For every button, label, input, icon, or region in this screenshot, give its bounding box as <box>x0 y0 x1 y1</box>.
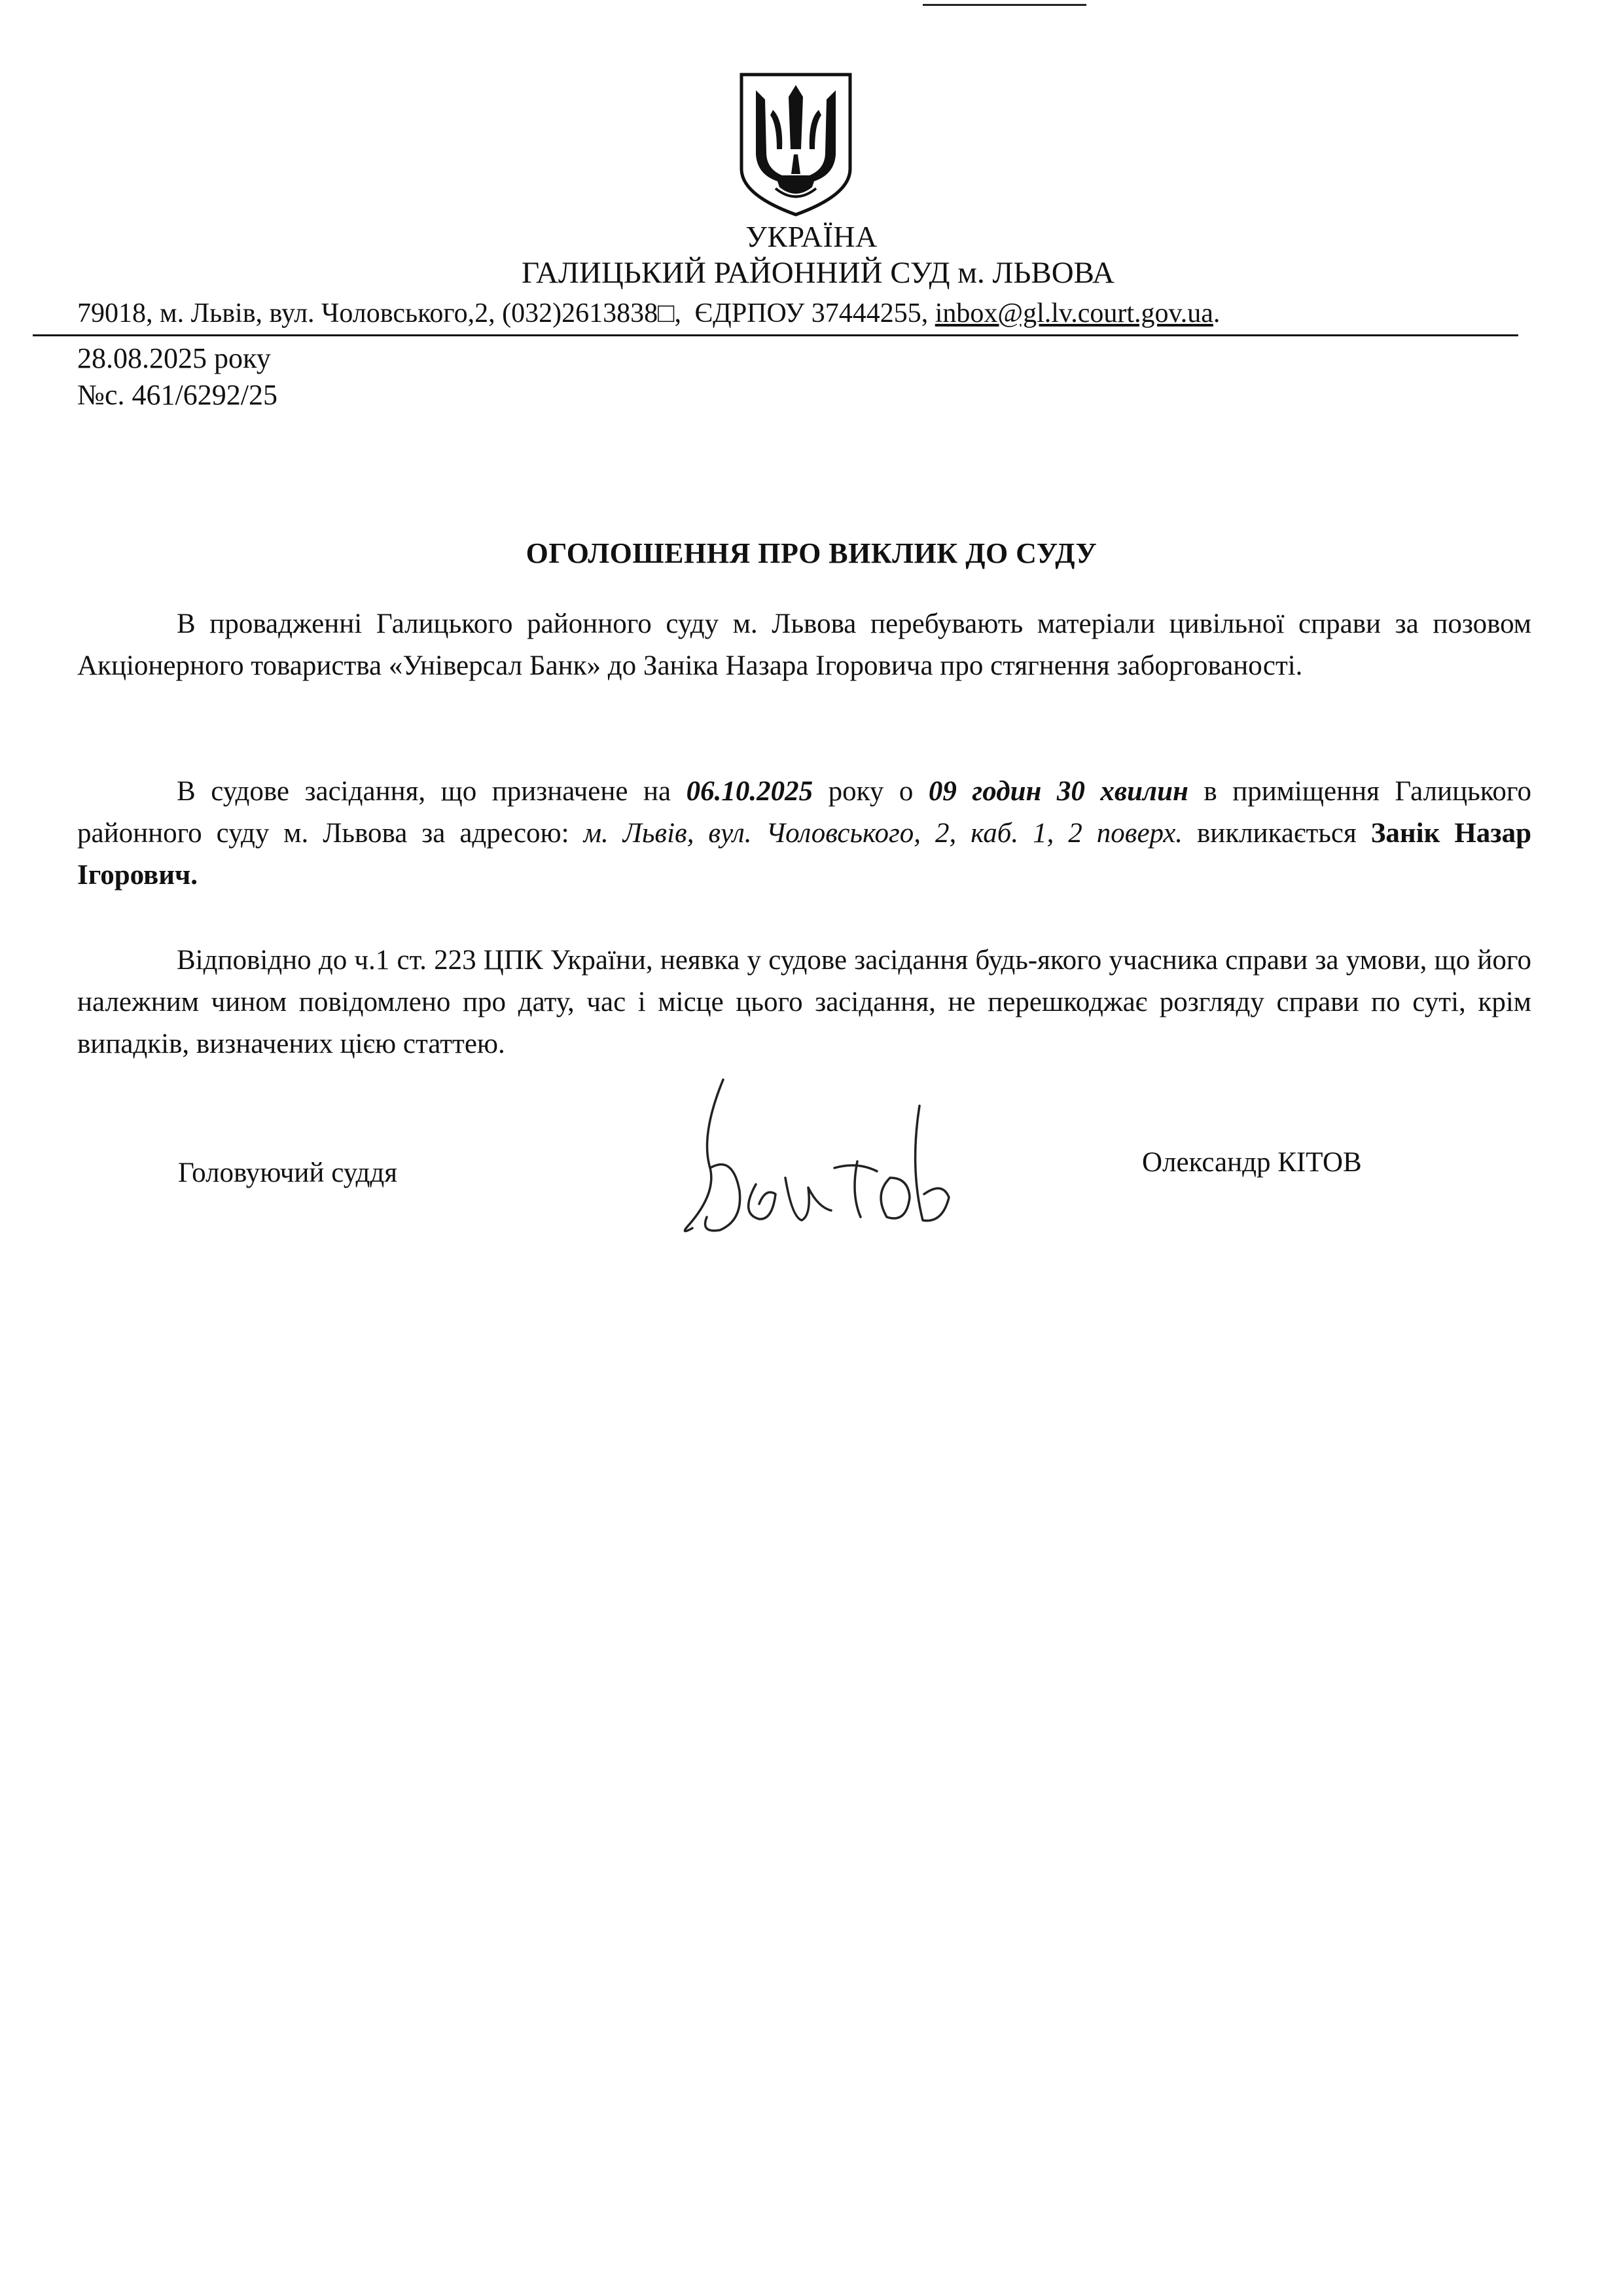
summoned-person: Занік Назар Ігорович. <box>77 818 1532 891</box>
court-contacts: 79018, м. Львів, вул. Чоловського,2, (032)2613838□, ЄДРПОУ 37444255, inbox@gl.lv.court.gov.ua. <box>77 298 1221 328</box>
scan-artifact-line <box>923 4 1086 6</box>
coat-of-arms-trident-icon <box>736 71 855 218</box>
notice-title: ОГОЛОШЕННЯ ПРО ВИКЛИК ДО СУДУ <box>526 537 1097 569</box>
phone-glyph-icon: □ <box>658 298 675 328</box>
hearing-address: м. Львів, вул. Чоловського, 2, каб. 1, 2 поверх. <box>583 818 1183 849</box>
country-title: УКРАЇНА <box>745 220 878 253</box>
court-name: ГАЛИЦЬКИЙ РАЙОННИЙ СУД м. ЛЬВОВА <box>522 256 1115 290</box>
signer-name: Олександр КІТОВ <box>1142 1147 1362 1178</box>
hearing-year-word: року о <box>828 776 914 807</box>
court-email-link[interactable]: inbox@gl.lv.court.gov.ua <box>935 298 1213 328</box>
notice-paragraph-3 <box>77 940 1531 1065</box>
court-address: 79018, м. Львів, вул. Чоловського,2, (032)2613838 <box>77 298 658 328</box>
summoned-word: викликається <box>1197 818 1357 849</box>
hearing-intro: В судове засідання, що призначене на <box>177 776 671 807</box>
document-date: 28.08.2025 року <box>77 342 271 374</box>
edrpou-code: ЄДРПОУ 37444255, <box>694 298 929 328</box>
notice-paragraph-1 <box>77 603 1531 687</box>
contacts-trailing-dot: . <box>1213 298 1221 328</box>
hearing-time: 09 годин 30 хвилин <box>928 776 1188 807</box>
notice-paragraph-2 <box>77 771 1531 896</box>
header-divider <box>33 334 1518 336</box>
handwritten-signature <box>661 1063 975 1240</box>
signer-role: Головуючий суддя <box>178 1157 398 1188</box>
case-number: №с. 461/6292/25 <box>77 379 277 411</box>
hearing-location-intro: в приміщення Галицького районного суду м. Львова за адресою: <box>77 776 1531 849</box>
paragraph-1-text: В провадженні Галицького районного суду м. Львова перебувають матеріали цивільної справи за позовом Акціонерного товариства «Універсал Банк» до Заніка Назара Ігоровича про стягнення заборгованості. <box>77 609 1531 681</box>
hearing-date: 06.10.2025 <box>686 776 813 807</box>
paragraph-3-text: Відповідно до ч.1 ст. 223 ЦПК України, неявка у судове засідання будь-якого учасника справи за умови, що його належним чином повідомлено про дату, час і місце цього засідання, не перешкоджає розгляду справи по суті, крім випадків, визначених цією статтею. <box>77 945 1531 1059</box>
